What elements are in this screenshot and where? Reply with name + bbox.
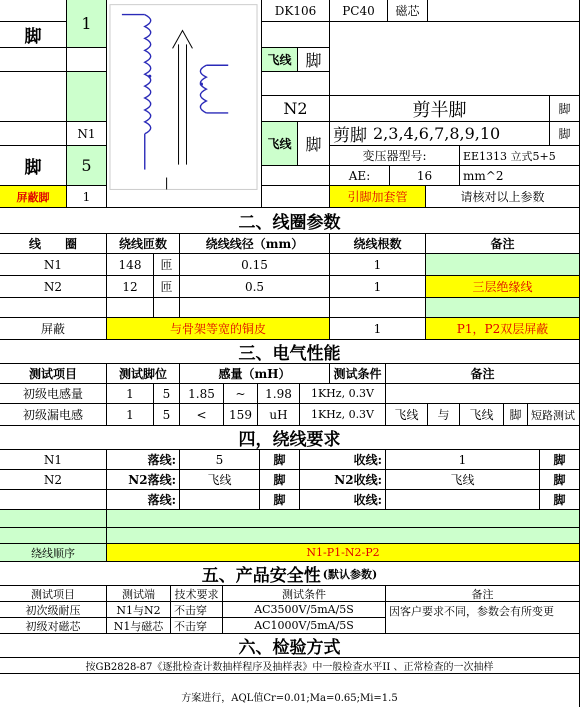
coil-n1-name: N1 xyxy=(0,254,107,276)
green-cell xyxy=(0,528,107,544)
green-cell xyxy=(107,510,580,528)
ae-unit: mm^2 xyxy=(460,166,580,186)
blank-cell xyxy=(262,72,330,96)
check-params: 请核对以上参数 xyxy=(426,186,580,208)
winding-n2-start-label: N2落线: xyxy=(107,470,180,490)
fly-wire-1: 飞线 xyxy=(262,48,298,72)
coil-shield-spec: 与骨架等宽的铜皮 xyxy=(107,318,330,340)
inspection-title: 六、检验方式 xyxy=(0,634,580,658)
electrical-header-inductance: 感量（mH） xyxy=(180,364,330,384)
winding-row3-start-pin: 脚 xyxy=(260,490,300,510)
safety-title-note: (默认参数) xyxy=(322,567,378,581)
transformer-model-label: 变压器型号: xyxy=(330,146,460,166)
electrical-header-condition: 测试条件 xyxy=(330,364,386,384)
electrical-row2-note-fly1: 飞线 xyxy=(386,404,428,426)
coil-n2-name: N2 xyxy=(0,276,107,298)
electrical-row2-note-and: 与 xyxy=(428,404,460,426)
cut-half-pin: 剪半脚 xyxy=(330,96,550,122)
winding-n2-name: N2 xyxy=(0,470,107,490)
cut-pin-suffix: 脚 xyxy=(550,122,580,146)
coil-n2-turns: 12 xyxy=(107,276,154,298)
coil-shield-name: 屏蔽 xyxy=(0,318,107,340)
blank-cell xyxy=(330,298,426,318)
electrical-header-item: 测试项目 xyxy=(0,364,107,384)
winding-n2-end-pin: 脚 xyxy=(540,470,580,490)
winding-n2-start-pin: 脚 xyxy=(260,470,300,490)
blank-cell xyxy=(0,48,67,72)
electrical-row2-min: < xyxy=(180,404,224,426)
electrical-row1-pin1: 1 xyxy=(107,384,154,404)
safety-note: 因客户要求不同，参数会有所变更 xyxy=(386,602,580,634)
fly-wire-2-pin: 脚 xyxy=(298,122,330,166)
winding-order-value: N1-P1-N2-P2 xyxy=(107,544,580,562)
green-cell xyxy=(107,528,580,544)
blank-cell xyxy=(0,122,67,146)
blank-cell xyxy=(0,298,107,318)
green-cell xyxy=(426,298,580,318)
electrical-row2-unit: uH xyxy=(258,404,300,426)
coil-n2-unit: 匝 xyxy=(154,276,180,298)
safety-header-req: 技术要求 xyxy=(171,586,223,602)
cut-pin-list: 2,3,4,6,7,8,9,10 xyxy=(373,124,501,143)
safety-row1-cond: AC3500V/5mA/5S xyxy=(223,602,386,618)
coil-header-note: 备注 xyxy=(426,234,580,254)
winding-n1-name: N1 xyxy=(0,450,107,470)
inspection-line2: 方案进行，AQL值Cr=0.01;Ma=0.65;Mi=1.5 xyxy=(0,674,580,707)
coil-header-turns: 绕线匝数 xyxy=(107,234,180,254)
safety-header-item: 测试项目 xyxy=(0,586,107,602)
electrical-row1-item: 初级电感量 xyxy=(0,384,107,404)
electrical-row2-item: 初级漏电感 xyxy=(0,404,107,426)
blank-cell xyxy=(154,298,180,318)
safety-title: 五、产品安全性 xyxy=(201,566,321,586)
winding-n1-start-pin: 脚 xyxy=(260,450,300,470)
coil-n2-diameter: 0.5 xyxy=(180,276,330,298)
safety-title-row xyxy=(0,562,580,586)
winding-order-label: 绕线顺序 xyxy=(0,544,107,562)
blank-cell xyxy=(107,298,154,318)
blank-cell xyxy=(262,22,330,48)
core-material: PC40 xyxy=(330,0,388,22)
winding-n2-end: 飞线 xyxy=(386,470,540,490)
pin-b-label: 脚 xyxy=(0,146,67,186)
electrical-title: 三、电气性能 xyxy=(0,340,580,364)
coil-header-count: 绕线根数 xyxy=(330,234,426,254)
safety-row2-cond: AC1000V/5mA/5S xyxy=(223,618,386,634)
ae-label: AE: xyxy=(330,166,390,186)
safety-row2-req: 不击穿 xyxy=(171,618,223,634)
winding-n1-end-label: 收线: xyxy=(300,450,386,470)
safety-header-note: 备注 xyxy=(386,586,580,602)
electrical-row1-condition: 1KHz, 0.3V xyxy=(300,384,386,404)
core-label: 磁芯 xyxy=(388,0,428,22)
pin-a-label: 脚 xyxy=(0,22,67,48)
winding-row3-name xyxy=(0,490,107,510)
ae-value: 16 xyxy=(390,166,460,186)
coil-title: 二、线圈参数 xyxy=(0,208,580,234)
winding-row3-start xyxy=(180,490,260,510)
coil-n1-note xyxy=(426,254,580,276)
electrical-row1-min: 1.85 xyxy=(180,384,224,404)
winding-title: 四，绕线要求 xyxy=(0,426,580,450)
electrical-header-note: 备注 xyxy=(386,364,580,384)
schematic-drawing xyxy=(107,0,261,208)
electrical-row2-pin1: 1 xyxy=(107,404,154,426)
blank-cell xyxy=(0,0,67,22)
winding-row3-end-label: 收线: xyxy=(300,490,386,510)
blank-cell xyxy=(262,166,330,186)
electrical-row1-max: 1.98 xyxy=(258,384,300,404)
safety-header-ends: 测试端 xyxy=(107,586,171,602)
coil-n1-unit: 匝 xyxy=(154,254,180,276)
blank-cell xyxy=(428,0,580,22)
electrical-header-pins: 测试脚位 xyxy=(107,364,180,384)
winding-row3-end-pin: 脚 xyxy=(540,490,580,510)
pin-sleeve: 引脚加套管 xyxy=(330,186,426,208)
safety-row1-item: 初次级耐压 xyxy=(0,602,107,618)
n2-label: N2 xyxy=(262,96,330,122)
blank-cell xyxy=(67,48,107,72)
winding-row3-start-label: 落线: xyxy=(107,490,180,510)
shield-pin-label: 屏蔽脚 xyxy=(0,186,67,208)
blank-cell xyxy=(330,22,580,96)
coil-n2-count: 1 xyxy=(330,276,426,298)
green-cell xyxy=(67,72,107,122)
pin-b-number: 5 xyxy=(67,146,107,186)
electrical-row2-value: 159 xyxy=(224,404,258,426)
bobbin-model: DK106 xyxy=(262,0,330,22)
safety-header-cond: 测试条件 xyxy=(223,586,386,602)
blank-cell xyxy=(180,298,330,318)
electrical-row2-note-fly2: 飞线 xyxy=(460,404,504,426)
electrical-row2-note-short: 短路测试 xyxy=(528,404,580,426)
winding-n1-end: 1 xyxy=(386,450,540,470)
electrical-row2-condition: 1KHz, 0.3V xyxy=(300,404,386,426)
winding-n1-start: 5 xyxy=(180,450,260,470)
coil-shield-note: P1，P2双层屏蔽 xyxy=(426,318,580,340)
coil-n2-note: 三层绝缘线 xyxy=(426,276,580,298)
transformer-model: EE1313 立式5+5 xyxy=(460,146,580,166)
coil-n1-diameter: 0.15 xyxy=(180,254,330,276)
winding-n1-start-label: 落线: xyxy=(107,450,180,470)
pin-a-number: 1 xyxy=(67,0,107,48)
coil-header-diameter: 绕线线径（mm） xyxy=(180,234,330,254)
electrical-row1-pin2: 5 xyxy=(154,384,180,404)
n1-label: N1 xyxy=(67,122,107,146)
cut-pin-row xyxy=(330,122,550,146)
safety-row2-item: 初级对磁芯 xyxy=(0,618,107,634)
coil-header-name: 线 圈 xyxy=(0,234,107,254)
fly-wire-2: 飞线 xyxy=(262,122,298,166)
blank-cell xyxy=(0,72,67,122)
electrical-row2-pin2: 5 xyxy=(154,404,180,426)
cut-half-pin-suffix: 脚 xyxy=(550,96,580,122)
safety-row2-ends: N1与磁芯 xyxy=(107,618,171,634)
electrical-row1-sep: ~ xyxy=(224,384,258,404)
coil-shield-count: 1 xyxy=(330,318,426,340)
blank-cell xyxy=(386,384,580,404)
safety-row1-ends: N1与N2 xyxy=(107,602,171,618)
green-cell xyxy=(0,510,107,528)
shield-pin-number: 1 xyxy=(67,186,107,208)
winding-n2-start: 飞线 xyxy=(180,470,260,490)
winding-row3-end xyxy=(386,490,540,510)
winding-n1-end-pin: 脚 xyxy=(540,450,580,470)
cut-pin-label: 剪脚 xyxy=(333,126,367,146)
electrical-row2-note-pin: 脚 xyxy=(504,404,528,426)
safety-row1-req: 不击穿 xyxy=(171,602,223,618)
coil-n1-turns: 148 xyxy=(107,254,154,276)
inspection-line1: 按GB2828-87《逐批检查计数抽样程序及抽样表》中一般检查水平II 、正常检查的一次抽样 xyxy=(0,658,580,674)
blank-cell xyxy=(262,186,330,208)
coil-n1-count: 1 xyxy=(330,254,426,276)
winding-n2-end-label: N2收线: xyxy=(300,470,386,490)
fly-wire-1-pin: 脚 xyxy=(298,48,330,72)
transformer-schematic xyxy=(107,0,262,208)
